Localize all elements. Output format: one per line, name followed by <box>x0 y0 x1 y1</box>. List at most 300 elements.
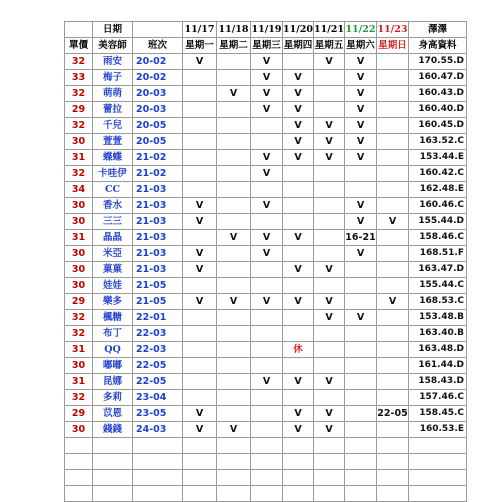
price-cell: 30 <box>65 198 93 214</box>
price-cell: 31 <box>65 374 93 390</box>
day-cell <box>217 134 251 150</box>
day-cell: V <box>314 422 345 438</box>
day-cell: V <box>283 102 314 118</box>
profile-cell: 153.48.B <box>409 310 467 326</box>
day-cell: V <box>345 70 377 86</box>
day-cell <box>283 214 314 230</box>
day-cell: V <box>251 70 283 86</box>
day-cell: V <box>183 262 217 278</box>
day-cell: 休 <box>283 342 314 358</box>
empty-cell <box>217 470 251 486</box>
empty-cell <box>93 438 133 454</box>
day-cell <box>283 278 314 294</box>
header-weekday-7: 星期日 <box>377 38 409 54</box>
day-cell: V <box>283 262 314 278</box>
day-cell <box>183 134 217 150</box>
day-cell: V <box>251 102 283 118</box>
day-cell: V <box>314 118 345 134</box>
day-cell <box>314 358 345 374</box>
name-cell: 三三 <box>93 214 133 230</box>
schedule-table <box>64 21 467 502</box>
day-cell <box>345 358 377 374</box>
profile-cell: 155.44.C <box>409 278 467 294</box>
day-cell: V <box>345 102 377 118</box>
name-cell: 菓菓 <box>93 262 133 278</box>
profile-cell: 160.45.D <box>409 118 467 134</box>
day-cell: V <box>251 246 283 262</box>
day-cell: V <box>283 86 314 102</box>
day-cell <box>217 102 251 118</box>
day-cell: V <box>183 246 217 262</box>
table-row <box>65 70 467 86</box>
table-row <box>65 182 467 198</box>
day-cell <box>314 246 345 262</box>
day-cell <box>345 326 377 342</box>
day-cell <box>183 358 217 374</box>
day-cell <box>377 54 409 70</box>
day-cell <box>377 150 409 166</box>
price-cell: 30 <box>65 262 93 278</box>
empty-cell <box>65 486 93 502</box>
empty-cell <box>283 470 314 486</box>
name-cell: 梅子 <box>93 70 133 86</box>
day-cell <box>377 134 409 150</box>
table-row <box>65 134 467 150</box>
name-cell: 卡哇伊 <box>93 166 133 182</box>
class-cell: 20-05 <box>133 118 183 134</box>
day-cell: V <box>345 214 377 230</box>
day-cell: V <box>345 118 377 134</box>
header-spacer <box>133 22 183 38</box>
day-cell: V <box>314 134 345 150</box>
empty-cell <box>377 438 409 454</box>
table-row <box>65 358 467 374</box>
day-cell <box>377 230 409 246</box>
day-cell: V <box>345 54 377 70</box>
day-cell <box>217 390 251 406</box>
empty-cell <box>251 470 283 486</box>
day-cell <box>377 198 409 214</box>
class-cell: 24-03 <box>133 422 183 438</box>
price-cell: 32 <box>65 390 93 406</box>
day-cell <box>183 326 217 342</box>
name-cell: 蝶蝶 <box>93 150 133 166</box>
profile-cell: 158.43.D <box>409 374 467 390</box>
day-cell <box>183 374 217 390</box>
day-cell <box>251 422 283 438</box>
price-cell: 32 <box>65 326 93 342</box>
empty-cell <box>409 486 467 502</box>
day-cell: V <box>251 374 283 390</box>
table-row <box>65 246 467 262</box>
day-cell: V <box>183 198 217 214</box>
empty-cell <box>65 438 93 454</box>
day-cell <box>217 70 251 86</box>
day-cell <box>217 310 251 326</box>
day-cell <box>283 182 314 198</box>
header-row-labels <box>65 38 467 54</box>
price-cell: 30 <box>65 422 93 438</box>
price-cell: 33 <box>65 70 93 86</box>
table-row <box>65 374 467 390</box>
table-row <box>65 166 467 182</box>
day-cell: V <box>377 294 409 310</box>
profile-cell: 160.47.D <box>409 70 467 86</box>
day-cell <box>345 182 377 198</box>
price-cell: 29 <box>65 102 93 118</box>
table-row <box>65 294 467 310</box>
day-cell <box>314 102 345 118</box>
empty-cell <box>93 454 133 470</box>
day-cell <box>283 310 314 326</box>
empty-cell <box>217 454 251 470</box>
day-cell: V <box>345 198 377 214</box>
empty-cell <box>314 438 345 454</box>
price-cell: 32 <box>65 86 93 102</box>
day-cell <box>283 166 314 182</box>
empty-cell <box>183 454 217 470</box>
day-cell <box>183 102 217 118</box>
price-cell: 32 <box>65 310 93 326</box>
profile-cell: 163.47.D <box>409 262 467 278</box>
profile-cell: 153.44.E <box>409 150 467 166</box>
empty-cell <box>251 438 283 454</box>
profile-cell: 160.43.D <box>409 86 467 102</box>
day-cell: V <box>251 230 283 246</box>
price-cell: 30 <box>65 134 93 150</box>
day-cell: V <box>314 150 345 166</box>
day-cell <box>283 54 314 70</box>
name-cell: 布丁 <box>93 326 133 342</box>
price-cell: 32 <box>65 54 93 70</box>
day-cell: V <box>345 246 377 262</box>
profile-cell: 160.53.E <box>409 422 467 438</box>
profile-cell: 158.46.C <box>409 230 467 246</box>
empty-row <box>65 486 467 502</box>
day-cell <box>217 246 251 262</box>
name-cell: QQ <box>93 342 133 358</box>
class-cell: 20-05 <box>133 134 183 150</box>
empty-cell <box>409 470 467 486</box>
day-cell: V <box>283 118 314 134</box>
day-cell <box>217 278 251 294</box>
name-cell: 香水 <box>93 198 133 214</box>
day-cell <box>283 358 314 374</box>
day-cell: V <box>314 406 345 422</box>
day-cell: V <box>183 294 217 310</box>
day-cell <box>251 182 283 198</box>
header-profile: 身高資料 <box>409 38 467 54</box>
day-cell: V <box>377 214 409 230</box>
name-cell: 晶晶 <box>93 230 133 246</box>
day-cell: 16-21 <box>345 230 377 246</box>
empty-cell <box>183 470 217 486</box>
day-cell <box>283 390 314 406</box>
day-cell <box>314 342 345 358</box>
day-cell: V <box>251 86 283 102</box>
name-cell: 娃娃 <box>93 278 133 294</box>
day-cell <box>183 182 217 198</box>
price-cell: 29 <box>65 294 93 310</box>
empty-cell <box>133 454 183 470</box>
header-date-1: 11/17 <box>183 22 217 38</box>
day-cell <box>217 358 251 374</box>
empty-cell <box>283 486 314 502</box>
empty-cell <box>283 454 314 470</box>
class-cell: 20-03 <box>133 102 183 118</box>
profile-cell: 160.42.C <box>409 166 467 182</box>
day-cell <box>345 278 377 294</box>
day-cell: V <box>183 54 217 70</box>
day-cell <box>251 262 283 278</box>
day-cell: V <box>283 374 314 390</box>
day-cell <box>217 406 251 422</box>
day-cell <box>251 134 283 150</box>
day-cell <box>377 166 409 182</box>
price-cell: 31 <box>65 342 93 358</box>
empty-cell <box>133 438 183 454</box>
day-cell <box>217 214 251 230</box>
price-cell: 31 <box>65 150 93 166</box>
profile-cell: 163.52.C <box>409 134 467 150</box>
table-row <box>65 150 467 166</box>
day-cell <box>183 342 217 358</box>
day-cell <box>314 86 345 102</box>
day-cell <box>377 86 409 102</box>
table-row <box>65 54 467 70</box>
table-row <box>65 198 467 214</box>
empty-cell <box>183 486 217 502</box>
day-cell <box>377 342 409 358</box>
class-cell: 20-02 <box>133 54 183 70</box>
day-cell: V <box>217 422 251 438</box>
empty-cell <box>251 486 283 502</box>
empty-row <box>65 470 467 486</box>
day-cell <box>314 70 345 86</box>
day-cell <box>183 230 217 246</box>
day-cell <box>217 150 251 166</box>
class-cell: 22-03 <box>133 342 183 358</box>
day-cell <box>283 246 314 262</box>
day-cell <box>345 390 377 406</box>
day-cell: V <box>345 134 377 150</box>
day-cell <box>377 310 409 326</box>
day-cell <box>314 182 345 198</box>
header-date-2: 11/18 <box>217 22 251 38</box>
table-row <box>65 310 467 326</box>
table-row <box>65 214 467 230</box>
day-cell <box>345 342 377 358</box>
table-row <box>65 326 467 342</box>
day-cell <box>314 214 345 230</box>
day-cell <box>217 118 251 134</box>
day-cell <box>377 390 409 406</box>
name-cell: 昆娜 <box>93 374 133 390</box>
empty-cell <box>314 470 345 486</box>
class-cell: 21-03 <box>133 198 183 214</box>
empty-cell <box>377 470 409 486</box>
empty-cell <box>217 486 251 502</box>
day-cell <box>314 198 345 214</box>
class-cell: 21-02 <box>133 166 183 182</box>
name-cell: 雨安 <box>93 54 133 70</box>
price-cell: 30 <box>65 214 93 230</box>
day-cell: V <box>314 310 345 326</box>
day-cell: V <box>283 134 314 150</box>
header-date-4: 11/20 <box>283 22 314 38</box>
day-cell: V <box>283 230 314 246</box>
empty-cell <box>345 454 377 470</box>
name-cell: 多莉 <box>93 390 133 406</box>
header-spacer <box>65 22 93 38</box>
class-cell: 21-02 <box>133 150 183 166</box>
profile-cell: 168.51.F <box>409 246 467 262</box>
empty-cell <box>251 454 283 470</box>
table-row <box>65 278 467 294</box>
header-date-7: 11/23 <box>377 22 409 38</box>
day-cell: V <box>283 70 314 86</box>
day-cell <box>183 150 217 166</box>
day-cell <box>251 406 283 422</box>
day-cell <box>377 262 409 278</box>
empty-cell <box>65 470 93 486</box>
day-cell <box>377 118 409 134</box>
day-cell: V <box>345 310 377 326</box>
empty-cell <box>345 470 377 486</box>
day-cell <box>183 278 217 294</box>
day-cell <box>217 326 251 342</box>
class-cell: 21-05 <box>133 294 183 310</box>
table-row <box>65 102 467 118</box>
day-cell <box>251 358 283 374</box>
name-cell: CC <box>93 182 133 198</box>
day-cell: V <box>283 294 314 310</box>
day-cell <box>377 326 409 342</box>
day-cell: V <box>217 86 251 102</box>
day-cell <box>345 294 377 310</box>
header-weekday-4: 星期四 <box>283 38 314 54</box>
day-cell <box>377 278 409 294</box>
day-cell <box>183 166 217 182</box>
day-cell <box>217 374 251 390</box>
day-cell: V <box>345 86 377 102</box>
header-weekday-5: 星期五 <box>314 38 345 54</box>
profile-cell: 163.40.B <box>409 326 467 342</box>
name-cell: 錢錢 <box>93 422 133 438</box>
empty-cell <box>65 454 93 470</box>
day-cell <box>251 118 283 134</box>
class-cell: 21-03 <box>133 246 183 262</box>
day-cell <box>217 198 251 214</box>
empty-cell <box>314 486 345 502</box>
day-cell <box>251 214 283 230</box>
header-date-label: 日期 <box>93 22 133 38</box>
price-cell: 29 <box>65 406 93 422</box>
profile-cell: 161.44.D <box>409 358 467 374</box>
day-cell <box>251 390 283 406</box>
day-cell <box>251 310 283 326</box>
profile-cell: 157.46.C <box>409 390 467 406</box>
name-cell: 萌萌 <box>93 86 133 102</box>
header-date-5: 11/21 <box>314 22 345 38</box>
day-cell <box>345 406 377 422</box>
header-class-label: 班次 <box>133 38 183 54</box>
header-weekday-1: 星期一 <box>183 38 217 54</box>
day-cell <box>314 278 345 294</box>
day-cell <box>377 102 409 118</box>
day-cell <box>217 342 251 358</box>
day-cell <box>314 230 345 246</box>
day-cell: V <box>251 166 283 182</box>
day-cell <box>345 422 377 438</box>
empty-cell <box>409 454 467 470</box>
day-cell <box>217 166 251 182</box>
day-cell: V <box>283 150 314 166</box>
day-cell: V <box>217 294 251 310</box>
empty-cell <box>377 486 409 502</box>
profile-cell: 168.53.C <box>409 294 467 310</box>
day-cell <box>217 182 251 198</box>
day-cell: 22-05 <box>377 406 409 422</box>
day-cell <box>345 374 377 390</box>
class-cell: 22-05 <box>133 374 183 390</box>
price-cell: 30 <box>65 278 93 294</box>
empty-cell <box>217 438 251 454</box>
profile-cell: 160.40.D <box>409 102 467 118</box>
empty-cell <box>183 438 217 454</box>
name-cell: 樂多 <box>93 294 133 310</box>
header-weekday-6: 星期六 <box>345 38 377 54</box>
class-cell: 21-03 <box>133 262 183 278</box>
profile-cell: 163.48.D <box>409 342 467 358</box>
name-cell: 嘟嘟 <box>93 358 133 374</box>
empty-cell <box>345 486 377 502</box>
name-cell: 米亞 <box>93 246 133 262</box>
header-date-6: 11/22 <box>345 22 377 38</box>
table-row <box>65 118 467 134</box>
class-cell: 21-05 <box>133 278 183 294</box>
day-cell <box>283 198 314 214</box>
table-row <box>65 86 467 102</box>
empty-cell <box>93 470 133 486</box>
day-cell <box>217 54 251 70</box>
header-weekday-3: 星期三 <box>251 38 283 54</box>
table-row <box>65 342 467 358</box>
name-cell: 萱萱 <box>93 134 133 150</box>
header-row-dates <box>65 22 467 38</box>
class-cell: 20-03 <box>133 86 183 102</box>
day-cell <box>377 358 409 374</box>
table-row <box>65 406 467 422</box>
price-cell: 30 <box>65 358 93 374</box>
day-cell: V <box>314 374 345 390</box>
price-cell: 34 <box>65 182 93 198</box>
day-cell: V <box>345 150 377 166</box>
table-row <box>65 230 467 246</box>
day-cell <box>345 166 377 182</box>
table-row <box>65 390 467 406</box>
day-cell: V <box>251 150 283 166</box>
day-cell <box>183 118 217 134</box>
empty-cell <box>345 438 377 454</box>
empty-cell <box>283 438 314 454</box>
price-cell: 31 <box>65 230 93 246</box>
name-cell: 苡恩 <box>93 406 133 422</box>
price-cell: 32 <box>65 166 93 182</box>
day-cell <box>314 326 345 342</box>
day-cell <box>377 70 409 86</box>
class-cell: 21-03 <box>133 230 183 246</box>
